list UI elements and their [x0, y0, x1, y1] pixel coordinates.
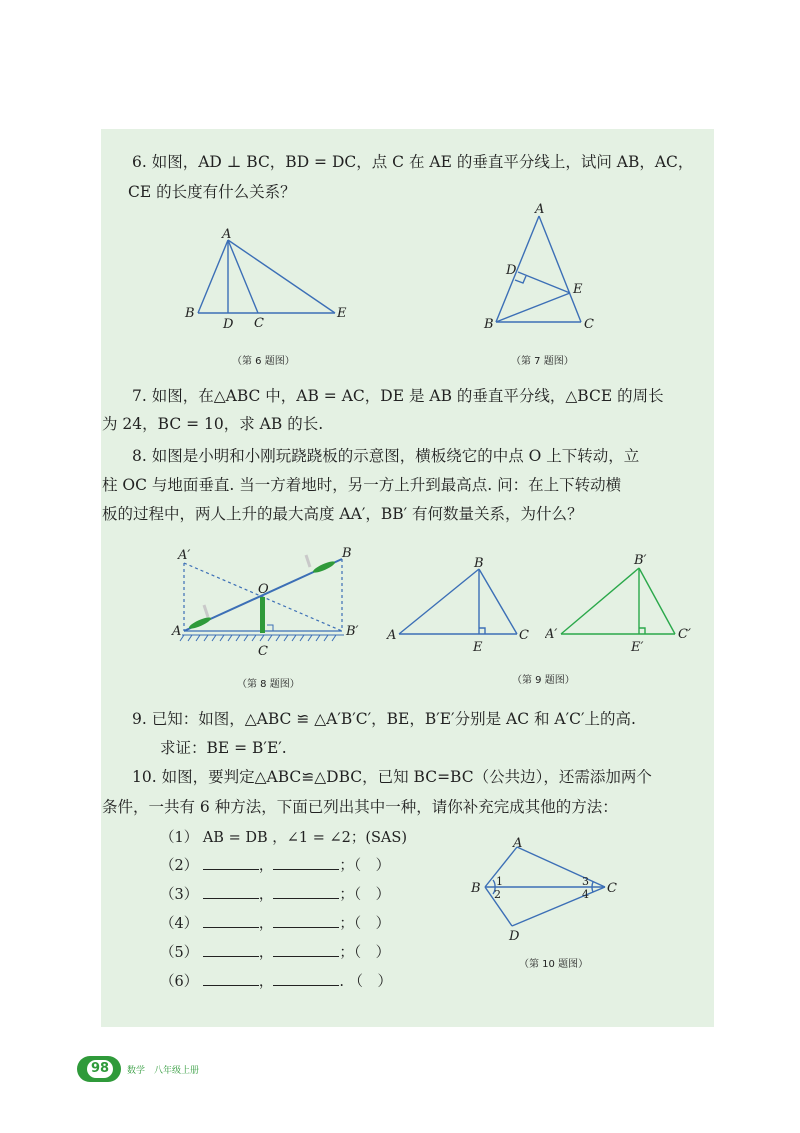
figure-6: [180, 228, 350, 333]
fig8-label-a: A: [172, 624, 182, 639]
question-8-line-2: 柱 OC 与地面垂直. 当一方着地时，另一方上升到最高点. 问：在上下转动横: [102, 476, 622, 494]
fig10-label-c: C: [607, 881, 617, 896]
fig7-label-e: E: [573, 282, 583, 297]
fig9-right-label-e: E′: [631, 640, 644, 655]
choice-5-sep: ，: [258, 945, 274, 961]
question-6-line-1: 6. 如图，AD ⊥ BC，BD = DC，点 C 在 AE 的垂直平分线上，试问 AB，AC，: [132, 153, 694, 171]
question-9-line-2: 求证：BE = B′E′.: [160, 739, 287, 757]
fig7-label-c: C: [584, 317, 594, 332]
figure-9-caption: （第 9 题图）: [512, 675, 575, 686]
choice-3-end: ；（ ）: [339, 887, 391, 903]
figure-6-caption: （第 6 题图）: [232, 356, 295, 367]
choice-6-end: . （ ）: [339, 974, 393, 990]
choice-4-sep: ，: [258, 916, 274, 932]
question-7-line-1: 7. 如图，在△ABC 中，AB = AC，DE 是 AB 的垂直平分线，△BCE 的周长: [132, 387, 664, 405]
page-number-badge: [77, 1056, 121, 1082]
choice-2: [160, 857, 390, 875]
figure-9-right: [545, 550, 700, 655]
fig10-label-3: 3: [582, 875, 589, 888]
choice-2-blank-b[interactable]: [273, 857, 339, 870]
fig7-label-b: B: [484, 317, 494, 332]
choice-3-blank-a[interactable]: [203, 886, 259, 899]
fig6-label-c: C: [254, 316, 264, 331]
choice-6-blank-a[interactable]: [203, 973, 259, 986]
choice-5-blank-b[interactable]: [273, 944, 339, 957]
fig6-label-e: E: [337, 306, 347, 321]
question-8-line-1: 8. 如图是小明和小刚玩跷跷板的示意图，横板绕它的中点 O 上下转动，立: [132, 447, 640, 465]
figure-10: [465, 835, 625, 945]
question-8-line-3: 板的过程中，两人上升的最大高度 AA′，BB′ 有何数量关系，为什么？: [102, 505, 583, 523]
fig7-label-a: A: [535, 202, 545, 217]
footer-book-title: 数学 八年级上册: [127, 1066, 200, 1076]
choice-3-label: （3）: [160, 887, 199, 903]
fig6-label-d: D: [223, 317, 234, 332]
figure-8-caption: （第 8 题图）: [237, 679, 300, 690]
choice-3-sep: ，: [258, 887, 274, 903]
figure-8: [170, 545, 360, 663]
choice-4: [160, 915, 390, 933]
fig8-label-b-prime: B′: [346, 624, 359, 639]
choice-5-blank-a[interactable]: [203, 944, 259, 957]
question-6-line-2: CE 的长度有什么关系？: [128, 183, 296, 201]
choice-2-label: （2）: [160, 858, 199, 874]
choice-3: [160, 886, 390, 904]
figure-9-left: [385, 555, 535, 655]
choice-1: （1） AB = DB ，∠1 = ∠2；(SAS): [160, 830, 407, 846]
figure-7: [478, 200, 608, 335]
fig7-label-d: D: [506, 263, 517, 278]
fig10-label-1: 1: [496, 875, 503, 888]
fig9-right-label-a: A′: [545, 627, 558, 642]
choice-5-end: ；（ ）: [339, 945, 391, 961]
fig9-left-label-c: C: [519, 628, 529, 643]
fig10-label-b: B: [471, 881, 481, 896]
fig9-left-label-b: B: [474, 556, 484, 571]
question-7-line-2: 为 24，BC = 10，求 AB 的长.: [102, 415, 324, 433]
choice-6: [160, 973, 392, 991]
choice-2-blank-a[interactable]: [203, 857, 259, 870]
choice-6-sep: ，: [258, 974, 274, 990]
question-10-line-2: 条件，一共有 6 种方法，下面已列出其中一种，请你补充完成其他的方法：: [102, 798, 618, 816]
question-9-line-1: 9. 已知：如图，△ABC ≌ △A′B′C′，BE，B′E′分别是 AC 和 A′C′上的高.: [132, 710, 636, 728]
choice-2-sep: ，: [258, 858, 274, 874]
fig9-left-label-e: E: [473, 640, 483, 655]
choice-3-blank-b[interactable]: [273, 886, 339, 899]
fig9-right-label-c: C′: [678, 627, 691, 642]
fig6-label-a: A: [222, 228, 232, 242]
choice-4-label: （4）: [160, 916, 199, 932]
choice-5: [160, 944, 390, 962]
choice-4-blank-a[interactable]: [203, 915, 259, 928]
fig10-label-d: D: [509, 929, 520, 944]
choice-4-end: ；（ ）: [339, 916, 391, 932]
figure-10-caption: （第 10 题图）: [519, 959, 589, 970]
fig9-left-label-a: A: [387, 628, 397, 643]
choice-6-blank-b[interactable]: [273, 973, 339, 986]
fig8-label-a-prime: A′: [178, 548, 191, 563]
figure-7-caption: （第 7 题图）: [511, 356, 574, 367]
fig10-label-a: A: [513, 836, 523, 851]
page-number: 98: [87, 1060, 113, 1078]
fig10-label-2: 2: [494, 888, 501, 901]
fig8-label-c: C: [258, 644, 268, 659]
fig10-label-4: 4: [582, 888, 589, 901]
choice-4-blank-b[interactable]: [273, 915, 339, 928]
fig6-label-b: B: [185, 306, 195, 321]
choice-2-end: ；（ ）: [339, 858, 391, 874]
choice-5-label: （5）: [160, 945, 199, 961]
question-10-line-1: 10. 如图，要判定△ABC≌△DBC，已知 BC=BC（公共边），还需添加两个: [132, 768, 652, 786]
choice-6-label: （6）: [160, 974, 199, 990]
fig8-label-b: B: [342, 546, 352, 561]
fig8-label-o: O: [258, 582, 269, 597]
fig9-right-label-b: B′: [634, 553, 647, 568]
